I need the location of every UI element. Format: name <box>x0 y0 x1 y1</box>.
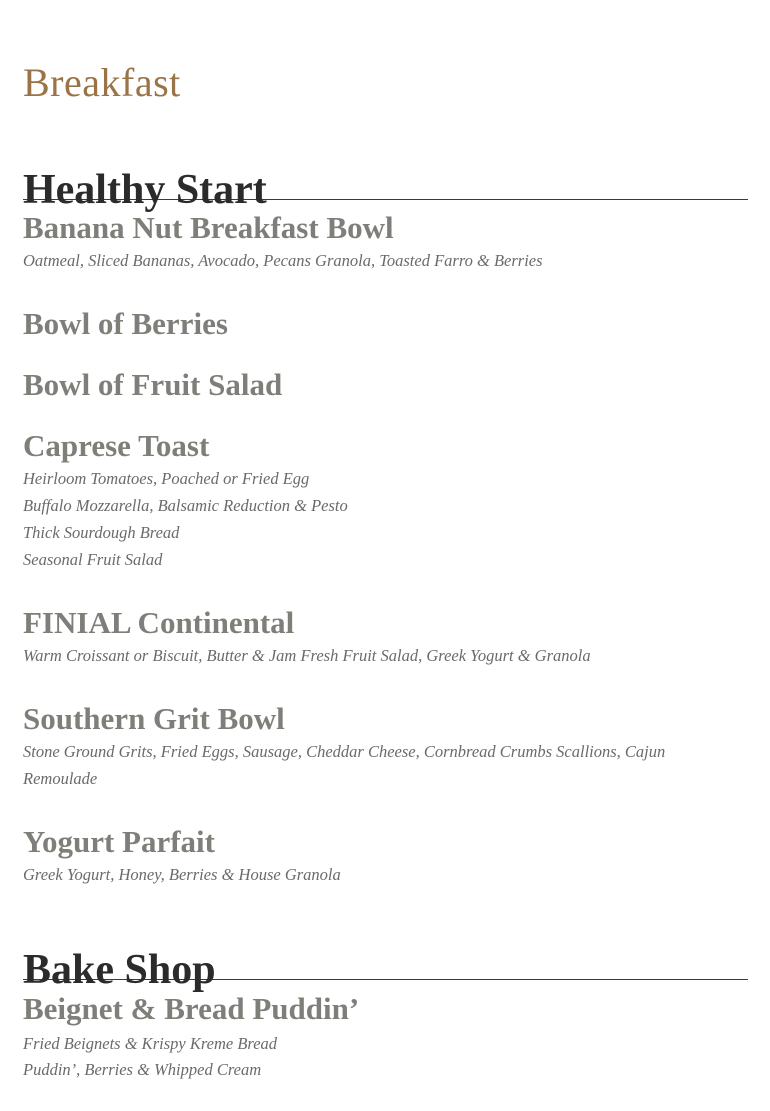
menu-item-description: Stone Ground Grits, Fried Eggs, Sausage, Cheddar Cheese, Cornbread Crumbs Scallions, Cajun <box>23 742 666 761</box>
menu-item-finial-continental <box>23 604 748 669</box>
page-title: Breakfast <box>23 60 181 105</box>
menu-item-description: Heirloom Tomatoes, Poached or Fried Egg <box>23 469 310 488</box>
menu-item-description: Greek Yogurt, Honey, Berries & House Granola <box>23 865 341 884</box>
section-header <box>23 933 748 993</box>
menu-item-southern-grit-bowl <box>23 700 748 792</box>
menu-item-name: Southern Grit Bowl <box>23 701 285 736</box>
menu-item-caprese-toast <box>23 427 748 573</box>
menu-item-description: Puddin’, Berries & Whipped Cream <box>23 1060 262 1079</box>
menu-item-name: Yogurt Parfait <box>23 824 215 859</box>
menu-item-name: Banana Nut Breakfast Bowl <box>23 210 394 245</box>
menu-item-name: Bowl of Berries <box>23 306 228 341</box>
menu-item-description: Warm Croissant or Biscuit, Butter & Jam Fresh Fruit Salad, Greek Yogurt & Granola <box>23 646 591 665</box>
menu-item-description: Oatmeal, Sliced Bananas, Avocado, Pecans Granola, Toasted Farro & Berries <box>23 251 543 270</box>
menu-item-description: Buffalo Mozzarella, Balsamic Reduction & Pesto <box>23 496 348 515</box>
menu-item-name: Bowl of Fruit Salad <box>23 367 283 402</box>
section-title: Healthy Start <box>23 167 267 213</box>
menu-item-yogurt-parfait <box>23 823 748 888</box>
section-healthy-start <box>23 153 748 213</box>
section-bake-shop <box>23 933 748 993</box>
menu-item-description: Fried Beignets & Krispy Kreme Bread <box>23 1034 278 1053</box>
menu-item-banana-nut-breakfast-bowl <box>23 209 748 274</box>
menu-item-description: Thick Sourdough Bread <box>23 523 180 542</box>
menu-item-name: Caprese Toast <box>23 428 210 463</box>
menu-item-description: Seasonal Fruit Salad <box>23 550 163 569</box>
menu-item-description: Remoulade <box>23 769 98 788</box>
menu-item-name: Beignet & Bread Puddin’ <box>23 991 360 1026</box>
section-title: Bake Shop <box>23 947 216 993</box>
menu-item-bowl-of-fruit-salad <box>23 366 748 404</box>
menu-item-bowl-of-berries <box>23 305 748 343</box>
menu-item-beignet-bread-puddin <box>23 990 748 1083</box>
section-header <box>23 153 748 213</box>
menu-item-name: FINIAL Continental <box>23 605 295 640</box>
